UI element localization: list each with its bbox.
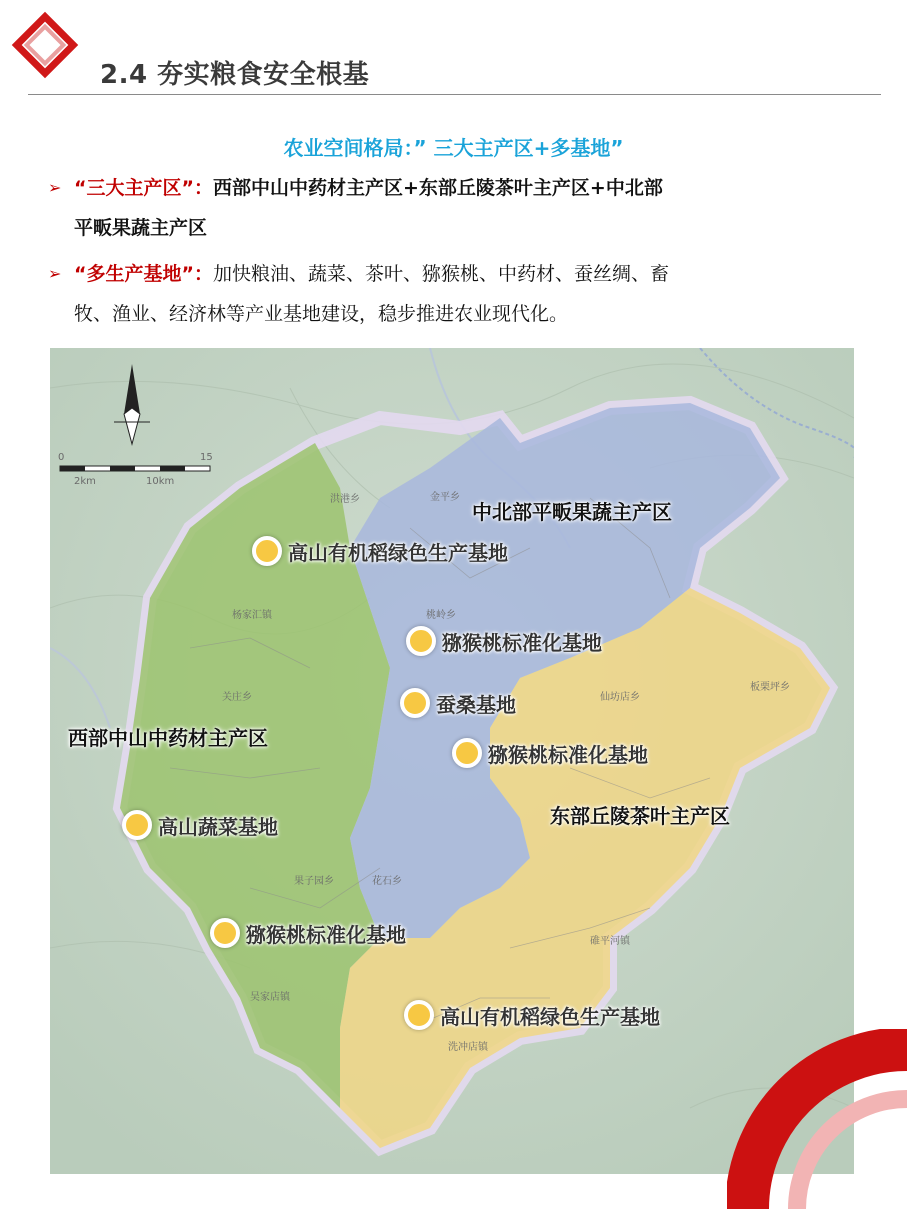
base-marker — [252, 536, 508, 566]
corner-decoration — [727, 1029, 907, 1209]
place-label: 洗冲店镇 — [448, 1042, 488, 1053]
place-label: 碓平河镇 — [590, 936, 630, 947]
bullet-text-cont: 牧、渔业、经济林等产业基地建设，稳步推进农业现代化。 — [74, 303, 569, 325]
bullet-text-cont: 平畈果蔬主产区 — [74, 217, 208, 239]
place-label: 关庄乡 — [222, 692, 252, 703]
bullet-bases — [48, 254, 848, 334]
bullet-text: 加快粮油、蔬菜、茶叶、猕猴桃、中药材、蚕丝绸、畜 — [212, 263, 669, 285]
base-label: 猕猴桃标准化基地 — [488, 742, 648, 767]
bullet-arrow-icon: ➢ — [48, 264, 62, 283]
scale-unit-b: 10km — [146, 476, 175, 487]
base-label: 高山蔬菜基地 — [158, 814, 278, 839]
bullet-text: 西部中山中药材主产区+东部丘陵茶叶主产区+中北部 — [212, 177, 663, 199]
place-label: 杨家汇镇 — [232, 610, 272, 621]
bullet-highlight: “多生产基地”： — [74, 263, 213, 285]
base-label: 猕猴桃标准化基地 — [246, 922, 406, 947]
place-label: 洪港乡 — [330, 494, 360, 505]
base-dot-icon — [122, 810, 152, 840]
base-dot-icon — [406, 626, 436, 656]
place-label: 金平乡 — [430, 492, 460, 503]
base-marker — [452, 738, 648, 768]
base-dot-icon — [452, 738, 482, 768]
scale-start: 0 — [58, 452, 65, 463]
place-label: 吴家店镇 — [250, 992, 290, 1003]
base-label: 蚕桑基地 — [436, 692, 516, 717]
scale-end: 15 — [200, 452, 213, 463]
base-dot-icon — [404, 1000, 434, 1030]
place-label: 仙坊店乡 — [600, 692, 640, 703]
bullet-main-regions — [48, 168, 848, 248]
base-dot-icon — [210, 918, 240, 948]
region-label-east: 东部丘陵茶叶主产区 — [550, 804, 730, 828]
north-arrow-icon — [110, 364, 154, 450]
page-title: 2.4 夯实粮食安全根基 — [100, 60, 370, 90]
base-label: 高山有机稻绿色生产基地 — [288, 540, 508, 565]
bullet-highlight: “三大主产区”： — [74, 177, 213, 199]
base-marker — [404, 1000, 660, 1030]
region-label-central: 中北部平畈果蔬主产区 — [472, 500, 672, 524]
section-subtitle: 农业空间格局：” 三大主产区+多基地” — [283, 136, 624, 160]
place-label: 花石乡 — [372, 876, 402, 887]
base-marker — [400, 688, 516, 718]
base-dot-icon — [400, 688, 430, 718]
scale-unit-a: 2km — [74, 476, 96, 487]
base-marker — [210, 918, 406, 948]
place-label: 板栗坪乡 — [750, 682, 790, 693]
region-label-west: 西部中山中药材主产区 — [68, 726, 268, 750]
base-marker — [122, 810, 278, 840]
base-label: 猕猴桃标准化基地 — [442, 630, 602, 655]
bullet-arrow-icon: ➢ — [48, 178, 62, 197]
base-dot-icon — [252, 536, 282, 566]
logo-icon — [10, 10, 80, 80]
base-label: 高山有机稻绿色生产基地 — [440, 1004, 660, 1029]
base-marker — [406, 626, 602, 656]
place-label: 桃岭乡 — [426, 610, 456, 621]
title-divider — [28, 94, 881, 95]
place-label: 果子园乡 — [294, 876, 334, 887]
